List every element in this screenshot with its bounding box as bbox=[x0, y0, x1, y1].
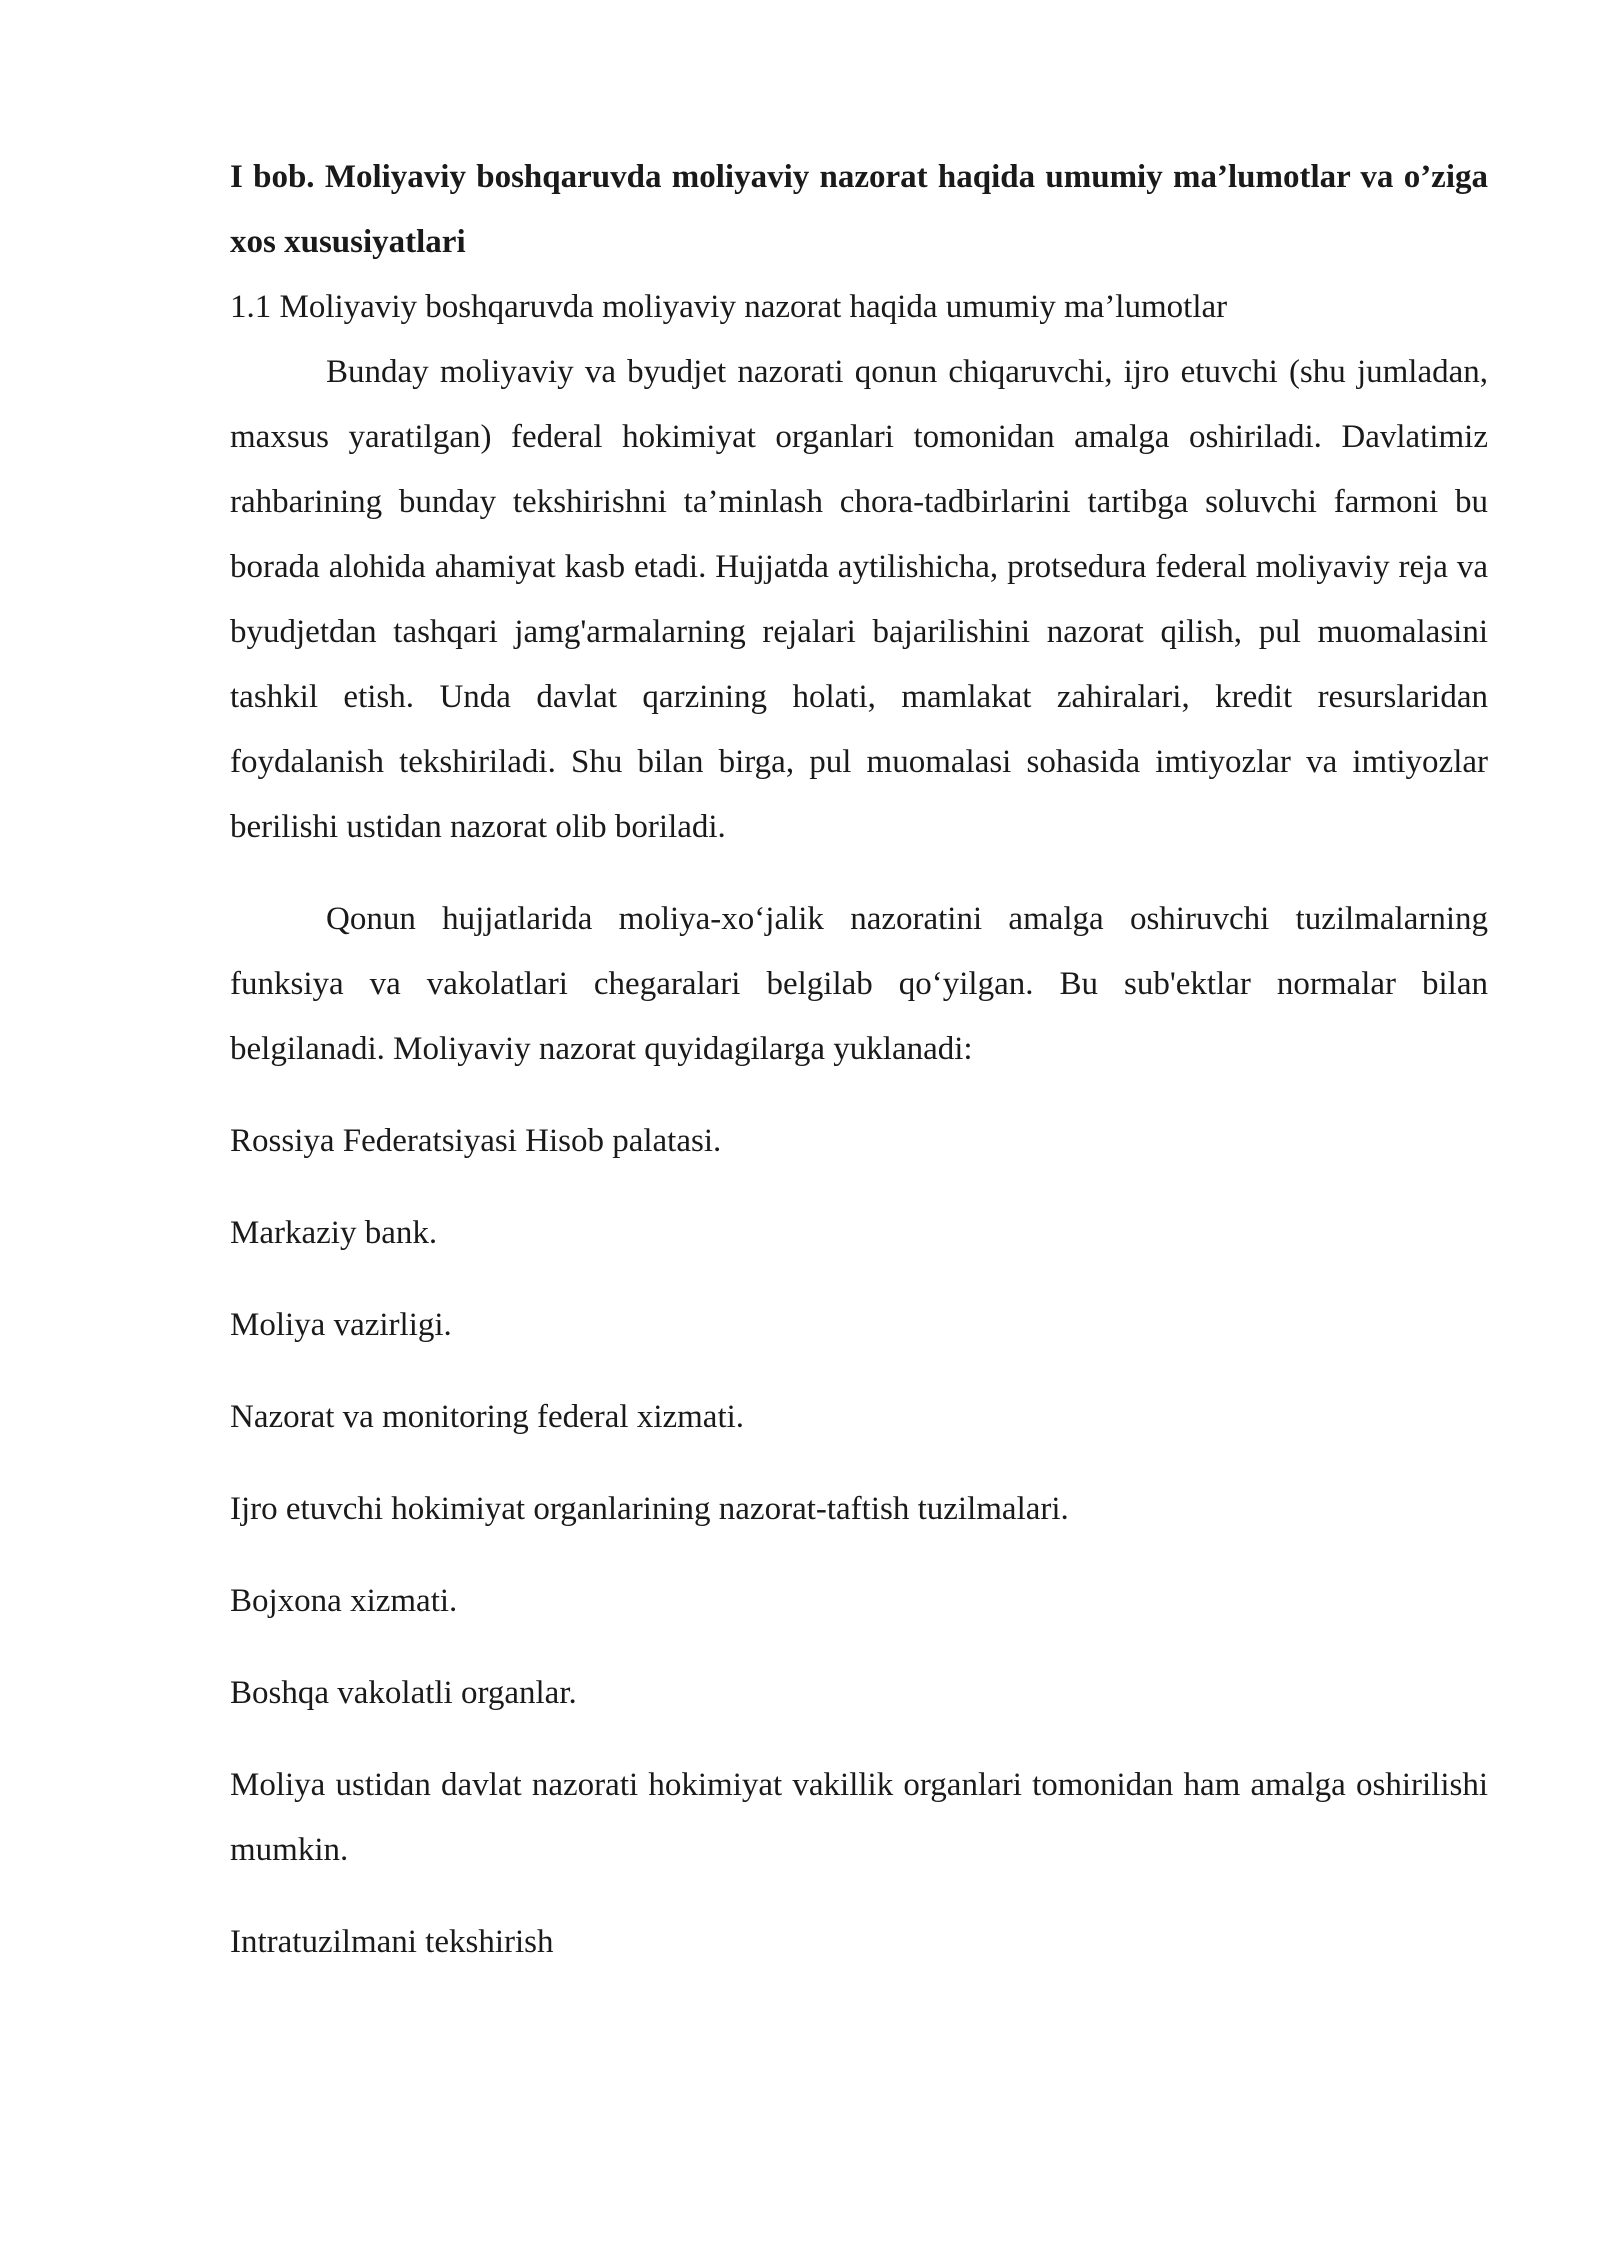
list-item: Rossiya Federatsiyasi Hisob palatasi. bbox=[230, 1123, 722, 1159]
document-page bbox=[230, 145, 1488, 1975]
chapter-title: I bob. Moliyaviy boshqaruvda moliyaviy nazorat haqida umumiy ma’lumotlar va o’ziga xos xususiyatlari bbox=[230, 159, 1488, 260]
section-title: 1.1 Moliyaviy boshqaruvda moliyaviy nazorat haqida umumiy ma’lumotlar bbox=[230, 289, 1228, 325]
body-paragraph: Qonun hujjatlarida moliya-xo‘jalik nazoratini amalga oshiruvchi tuzilmalarning funksiya va vakolatlari chegaralari belgilab qo‘yilgan. Bu sub'ektlar normalar bilan belgilanadi. Moliyaviy nazorat quyidagilarga yuklanadi: bbox=[230, 901, 1488, 1067]
list-item: Boshqa vakolatli organlar. bbox=[230, 1675, 577, 1711]
list-item: Bojxona xizmati. bbox=[230, 1583, 458, 1619]
body-paragraph: Bunday moliyaviy va byudjet nazorati qonun chiqaruvchi, ijro etuvchi (shu jumladan, maxsus yaratilgan) federal hokimiyat organlari tomonidan amalga oshiriladi. Davlatimiz rahbarining bunday tekshirishni ta’minlash chora-tadbirlarini tartibga soluvchi farmoni bu borada alohida ahamiyat kasb etadi. Hujjatda aytilishicha, protsedura federal moliyaviy reja va byudjetdan tashqari jamg'armalarning rejalari bajarilishini nazorat qilish, pul muomalasini tashkil etish. Unda davlat qarzining holati, mamlakat zahiralari, kredit resurslaridan foydalanish tekshiriladi. Shu bilan birga, pul muomalasi sohasida imtiyozlar va imtiyozlar berilishi ustidan nazorat olib boriladi. bbox=[230, 354, 1488, 845]
closing-paragraph: Moliya ustidan davlat nazorati hokimiyat vakillik organlari tomonidan ham amalga oshirilishi mumkin. bbox=[230, 1767, 1488, 1868]
list-item: Moliya vazirligi. bbox=[230, 1307, 452, 1343]
list-item: Ijro etuvchi hokimiyat organlarining nazorat-taftish tuzilmalari. bbox=[230, 1491, 1069, 1527]
list-item: Markaziy bank. bbox=[230, 1215, 438, 1251]
last-line: Intratuzilmani tekshirish bbox=[230, 1924, 554, 1960]
list-item: Nazorat va monitoring federal xizmati. bbox=[230, 1399, 745, 1435]
